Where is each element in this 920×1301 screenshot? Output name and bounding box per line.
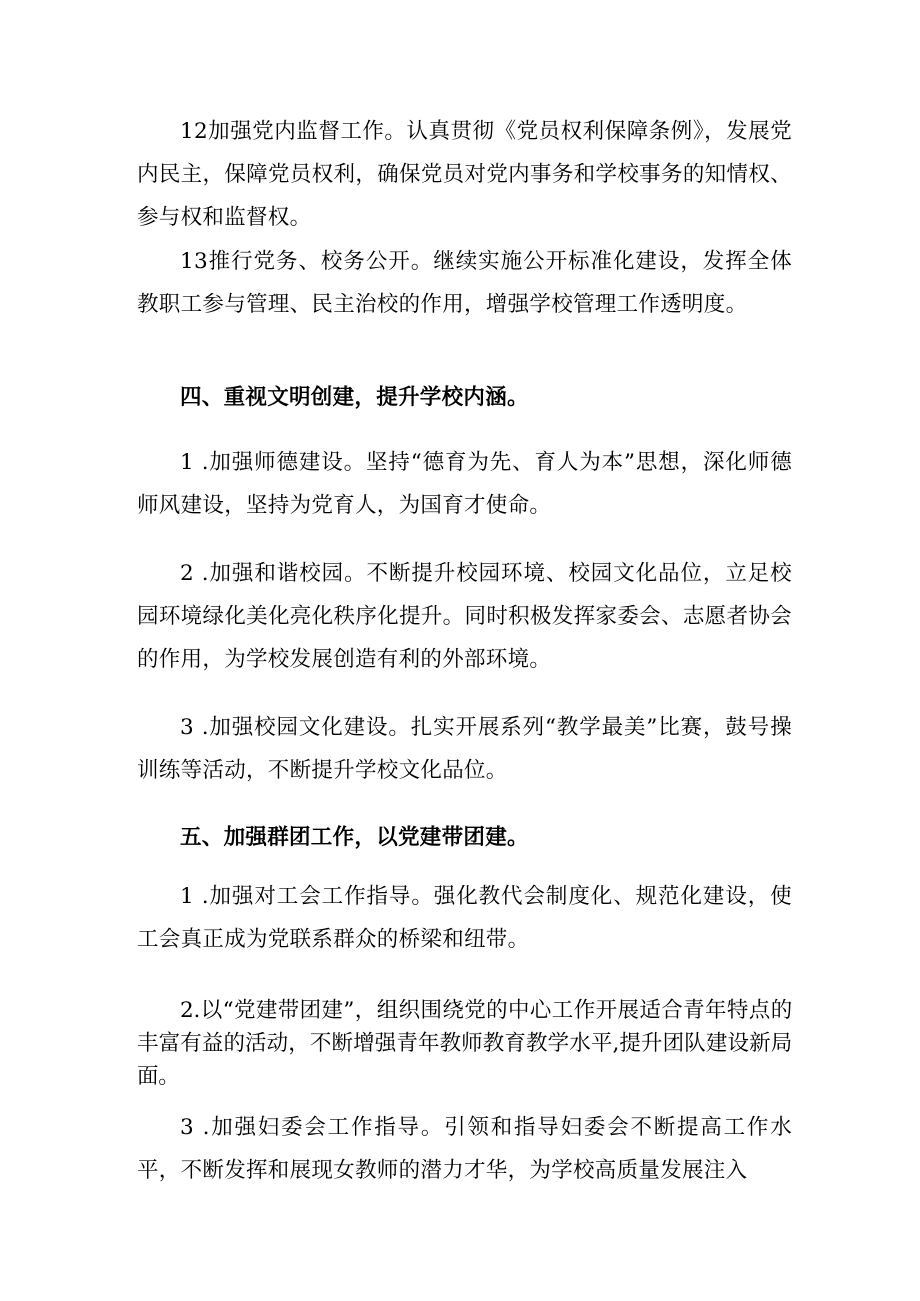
paragraph-4-1-teacher-ethics: 1 .加强师德建设。坚持“德育为先、育人为本”思想，深化师德师风建设，坚持为党育人，为国育才使命。 [137, 450, 792, 518]
paragraph-4-3-campus-culture: 3 .加强校园文化建设。扎实开展系列“教学最美”比赛，鼓号操训练等活动，不断提升学校文化品位。 [137, 715, 792, 783]
section-heading-4: 四、重视文明创建，提升学校内涵。 [180, 385, 529, 410]
paragraph-13-affairs-disclosure: 13推行党务、校务公开。继续实施公开标准化建设，发挥全体教职工参与管理、民主治校的作用，增强学校管理工作透明度。 [137, 249, 792, 317]
paragraph-4-2-harmonious-campus: 2 .加强和谐校园。不断提升校园环境、校园文化品位，立足校园环境绿化美化亮化秩序化提升。同时积极发挥家委会、志愿者协会的作用，为学校发展创造有利的外部环境。 [137, 561, 792, 672]
section-heading-5: 五、加强群团工作，以党建带团建。 [180, 825, 529, 850]
paragraph-5-3-women-committee: 3 .加强妇委会工作指导。引领和指导妇委会不断提高工作水平，不断发挥和展现女教师的潜力才华，为学校高质量发展注入 [137, 1115, 792, 1183]
paragraph-5-1-trade-union: 1 .加强对工会工作指导。强化教代会制度化、规范化建设，使工会真正成为党联系群众的桥梁和纽带。 [137, 884, 792, 952]
paragraph-12-inner-party-supervision: 12加强党内监督工作。认真贯彻《党员权利保障条例》，发展党内民主，保障党员权利，确保党员对党内事务和学校事务的知情权、参与权和监督权。 [137, 119, 792, 230]
paragraph-5-2-youth-league: 2.以“党建带团建”，组织围绕党的中心工作开展适合青年特点的丰富有益的活动，不断增强青年教师教育教学水平,提升团队建设新局面。 [137, 998, 792, 1089]
